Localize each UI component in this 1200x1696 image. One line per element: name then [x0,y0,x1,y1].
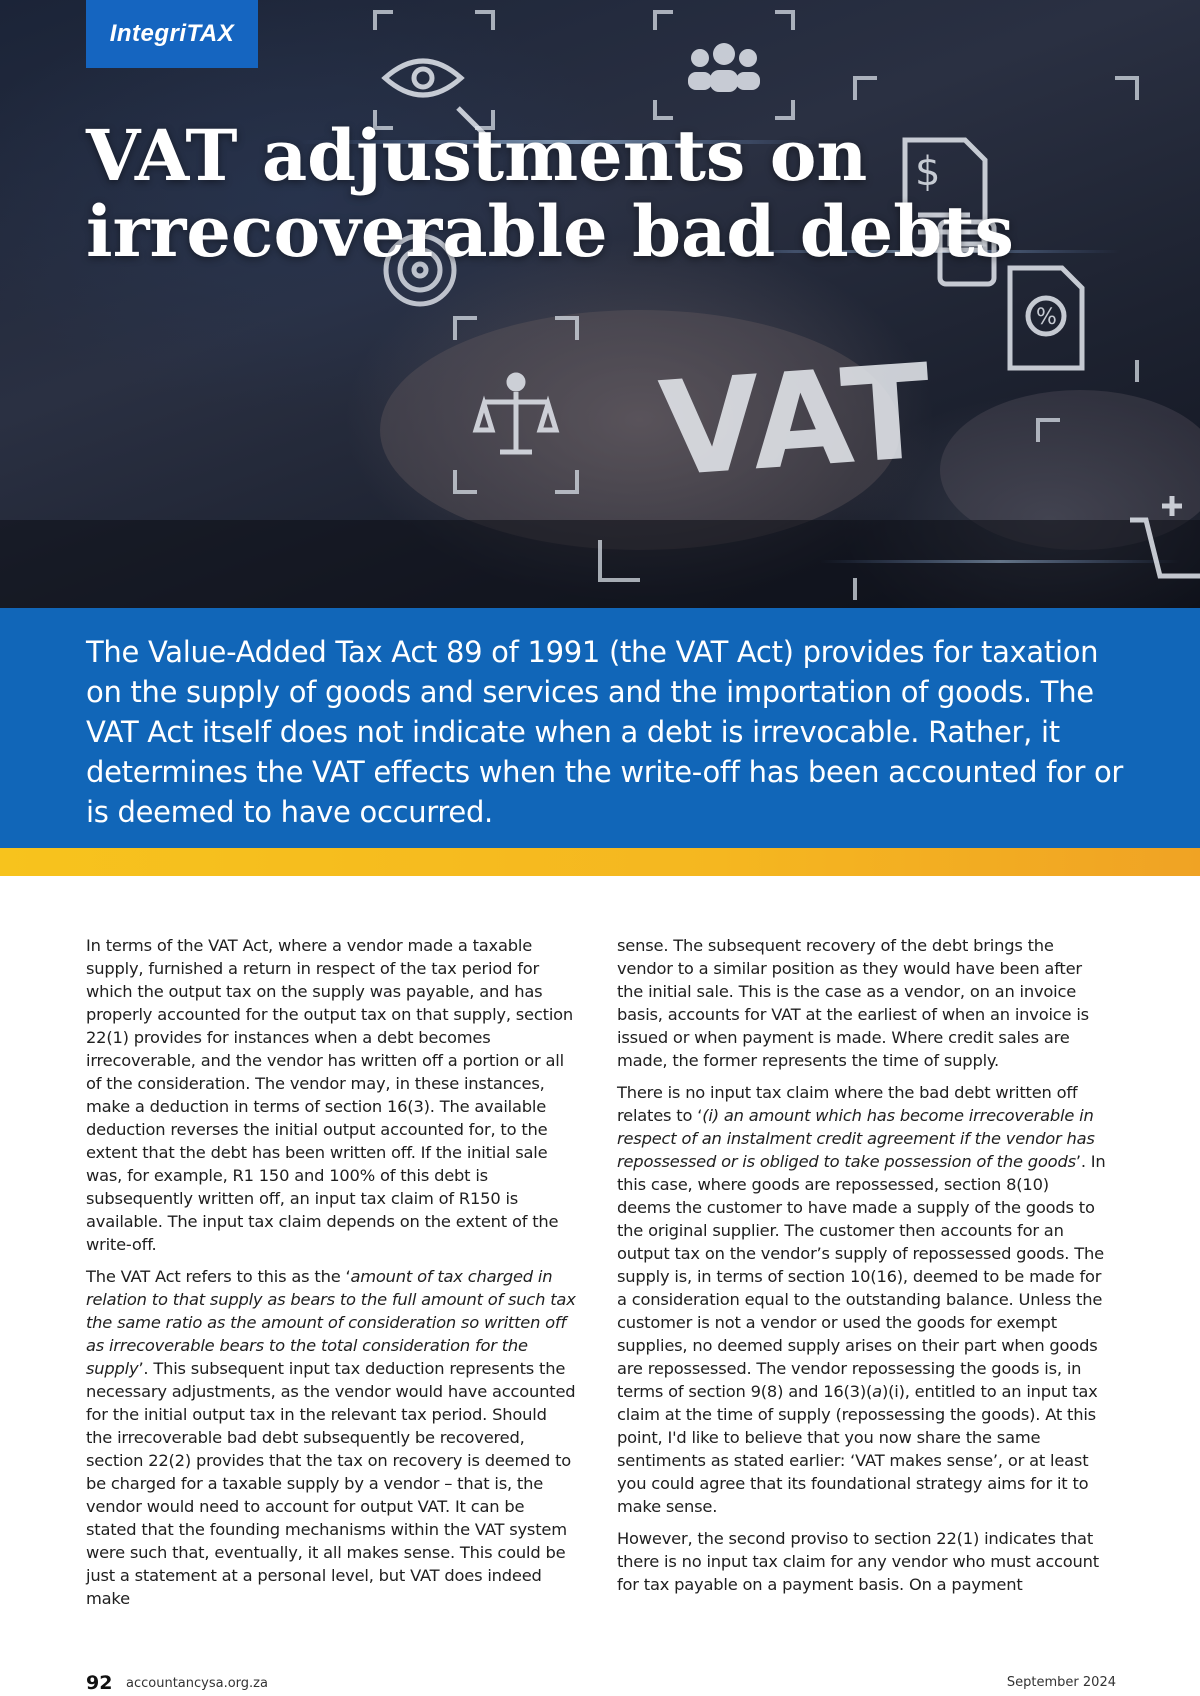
body-paragraph: sense. The subsequent recovery of the debt brings the vendor to a similar position as they would have been after the initial sale. This is the case as a vendor, on an invoice basis, accounts for VAT at the earliest of when an invoice is issued or when payment is made. Where credit sales are made, the former represents the time of supply. [617,936,1089,1070]
hero-image [0,0,1200,608]
body-paragraph: However, the second proviso to section 22(1) indicates that there is no input tax claim for any vendor who must account for tax payable on a payment basis. On a payment [617,1529,1099,1594]
people-group-icon [688,43,760,92]
article-title [86,114,1086,273]
title-line-2: irrecoverable bad debts [86,190,1014,273]
title-line-1: VAT adjustments on [86,114,868,197]
quoted-legislation: (i) an amount which has become irrecoverable in respect of an instalment credit agreement if the vendor has repossessed or is obliged to take possession of the goods [617,1106,1095,1171]
brand-logo: IntegriTAX [86,0,258,68]
body-column-right [617,934,1107,1605]
body-paragraph: In terms of the VAT Act, where a vendor made a taxable supply, furnished a return in respect of the tax period for which the output tax on the supply was payable, and has properly accounted for the output tax on that supply, section 22(1) provides for instances when a debt becomes irrecoverable, and the vendor has written off a portion or all of the consideration. The vendor may, in these instances, make a deduction in terms of section 16(3). The available deduction reverses the initial output accounted for, to the extent that the debt has been written off. If the initial sale was, for example, R1 150 and 100% of this debt is subsequently written off, an input tax claim of R150 is available. The input tax claim depends on the extent of the write-off. [86,936,574,1254]
body-paragraph: The VAT Act refers to this as the ‘amount of tax charged in relation to that supply as bears to the full amount of such tax the same ratio as the amount of consideration so written off as irrecoverable bears to the total consideration for the supply’. This subsequent input tax deduction represents the necessary adjustments, as the vendor would have accounted for the initial output tax in the relevant tax period. Should the irrecoverable bad debt subsequently be recovered, section 22(2) provides that the tax on recovery is deemed to be charged for a taxable supply by a vendor – that is, the vendor would need to account for output VAT. It can be stated that the founding mechanisms within the VAT system were such that, eventually, it all makes sense. This could be just a statement at a personal level, but VAT does indeed make [86,1267,576,1608]
quoted-legislation: amount of tax charged in relation to that supply as bears to the full amount of such tax the same ratio as the amount of consideration so written off as irrecoverable bears to the total consideration for the supply [86,1267,576,1378]
svg-text:$: $ [915,149,941,195]
body-column-left [86,934,576,1619]
accent-strip [0,848,1200,876]
issue-date: September 2024 [1006,1675,1116,1690]
hero-illustration [0,0,1200,608]
page-number: 92 [86,1672,113,1694]
svg-text:%: % [1036,305,1057,330]
hero-vat-text: VAT [655,335,937,506]
percent-document-icon [1010,268,1082,368]
lead-section [0,608,1200,848]
page-footer [86,1672,1116,1695]
body-paragraph: There is no input tax claim where the bad debt written off relates to ‘(i) an amount which has become irrecoverable in respect of an instalment credit agreement if the vendor has repossessed or is obliged to take possession of the goods’. In this case, where goods are repossessed, section 8(10) deems the customer to have made a supply of the goods to the original supplier. The customer then accounts for an output tax on the vendor’s supply of repossessed goods. The supply is, in terms of section 10(16), deemed to be made for a consideration equal to the outstanding balance. Unless the customer is not a vendor or used the goods for exempt supplies, no deemed supply arises on their part when goods are repossessed. The vendor repossessing the goods is, in terms of section 9(8) and 16(3)(a)(i), entitled to an input tax claim at the time of supply (repossessing the goods). At this point, I'd like to believe that you now share the same sentiments as stated earlier: ‘VAT makes sense’, or at least you could agree that its foundational strategy aims for it to make sense. [617,1083,1106,1516]
lead-paragraph: The Value-Added Tax Act 89 of 1991 (the VAT Act) provides for taxation on the supply of goods and services and the importation of goods. The VAT Act itself does not indicate when a debt is irrevocable. Rather, it determines the VAT effects when the write-off has been accounted for or is deemed to have occurred. [86,635,1124,829]
site-link[interactable]: accountancysa.org.za [126,1676,268,1691]
